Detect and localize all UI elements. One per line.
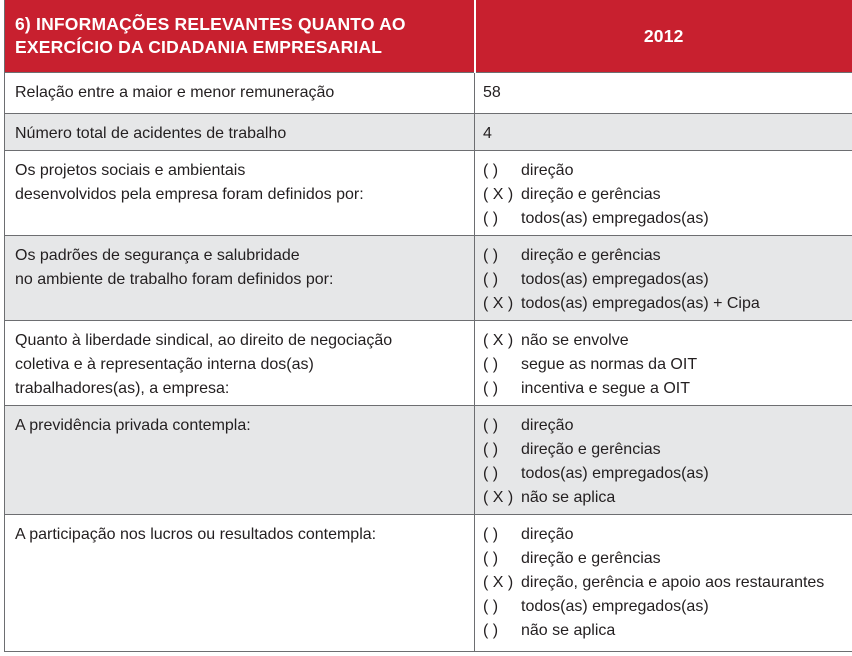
answer-checkbox-mark: ( ): [483, 526, 499, 543]
answer-option: [483, 377, 844, 401]
answer-checkbox-mark: ( ): [483, 622, 499, 639]
answer-option: [483, 547, 844, 571]
answer-text: direção, gerência e apoio aos restaurantes: [521, 574, 825, 591]
table-row: [5, 321, 852, 406]
question-text: A previdência privada contempla:: [15, 417, 251, 434]
answer-text: incentiva e segue a OIT: [521, 380, 690, 397]
question-text: Número total de acidentes de trabalho: [15, 125, 287, 142]
answer-checkbox-mark: ( ): [483, 210, 499, 227]
answer-option: [483, 414, 844, 438]
question-text: Relação entre a maior e menor remuneração: [15, 84, 335, 101]
answer-checkbox-mark: ( ): [483, 441, 499, 458]
table-row: [5, 114, 852, 151]
answer-checkbox-mark: ( X ): [483, 295, 514, 312]
table-row: [5, 515, 852, 652]
answer-checkbox-mark: ( ): [483, 271, 499, 288]
answer-checkbox-mark: ( ): [483, 465, 499, 482]
answer-checkbox-mark: ( ): [483, 162, 499, 179]
answer-text: todos(as) empregados(as): [521, 271, 709, 288]
answer-checkbox-mark: ( X ): [483, 332, 514, 349]
answer-cell: [475, 321, 852, 406]
answer-cell: [475, 515, 852, 652]
table-row: [5, 236, 852, 321]
question-cell: [5, 515, 475, 652]
table-row: [5, 73, 852, 114]
answer-cell: [475, 114, 852, 151]
answer-option: [483, 486, 844, 510]
answer-text: direção: [521, 526, 574, 543]
answer-cell: [475, 73, 852, 114]
answer-option: [483, 183, 844, 207]
question-text: Os padrões de segurança e salubridade: [15, 247, 300, 264]
answer-option: [483, 462, 844, 486]
answer-checkbox-mark: ( X ): [483, 186, 514, 203]
answer-text: todos(as) empregados(as) + Cipa: [521, 295, 760, 312]
citizenship-info-table: [4, 0, 852, 652]
answer-checkbox-mark: 4: [483, 125, 492, 142]
table-header-row: [5, 0, 852, 73]
answer-text: direção: [521, 417, 574, 434]
question-text: coletiva e à representação interna dos(as): [15, 356, 314, 373]
answer-option: [483, 523, 844, 547]
answer-cell: [475, 406, 852, 515]
question-text: desenvolvidos pela empresa foram definidos por:: [15, 186, 364, 203]
answer-checkbox-mark: ( ): [483, 598, 499, 615]
answer-text: segue as normas da OIT: [521, 356, 698, 373]
table-row: [5, 151, 852, 236]
section-title-line-2: EXERCÍCIO DA CIDADANIA EMPRESARIAL: [15, 37, 383, 57]
answer-checkbox-mark: 58: [483, 84, 501, 101]
table-row: [5, 406, 852, 515]
question-cell: [5, 236, 475, 321]
answer-text: direção e gerências: [521, 441, 661, 458]
answer-option: [483, 159, 844, 183]
answer-option: [483, 619, 844, 643]
answer-checkbox-mark: ( ): [483, 550, 499, 567]
answer-option: [483, 353, 844, 377]
answer-cell: [475, 236, 852, 321]
question-cell: [5, 151, 475, 236]
answer-text: todos(as) empregados(as): [521, 210, 709, 227]
answer-checkbox-mark: ( ): [483, 417, 499, 434]
answer-checkbox-mark: ( X ): [483, 489, 514, 506]
question-cell: [5, 73, 475, 114]
answer-text: direção: [521, 162, 574, 179]
question-text: A participação nos lucros ou resultados contempla:: [15, 526, 377, 543]
section-title: [5, 0, 475, 73]
answer-option: [483, 595, 844, 619]
answer-checkbox-mark: ( ): [483, 247, 499, 264]
answer-text: direção e gerências: [521, 247, 661, 264]
answer-checkbox-mark: ( ): [483, 356, 499, 373]
answer-option: [483, 207, 844, 231]
answer-option: [483, 244, 844, 268]
answer-cell: [475, 151, 852, 236]
question-cell: [5, 114, 475, 151]
answer-checkbox-mark: ( X ): [483, 574, 514, 591]
answer-text: direção e gerências: [521, 186, 661, 203]
question-text: Quanto à liberdade sindical, ao direito de negociação: [15, 332, 393, 349]
answer-text: não se aplica: [521, 622, 616, 639]
answer-option: [483, 571, 844, 595]
answer-option: [483, 81, 844, 105]
answer-text: não se aplica: [521, 489, 616, 506]
question-cell: [5, 406, 475, 515]
answer-checkbox-mark: ( ): [483, 380, 499, 397]
answer-text: todos(as) empregados(as): [521, 465, 709, 482]
answer-option: [483, 268, 844, 292]
answer-text: todos(as) empregados(as): [521, 598, 709, 615]
question-text: trabalhadores(as), a empresa:: [15, 380, 230, 397]
answer-option: [483, 329, 844, 353]
question-cell: [5, 321, 475, 406]
answer-text: não se envolve: [521, 332, 629, 349]
question-text: no ambiente de trabalho foram definidos por:: [15, 271, 334, 288]
answer-option: [483, 438, 844, 462]
answer-option: [483, 122, 844, 146]
section-title-line-1: 6) INFORMAÇÕES RELEVANTES QUANTO AO: [15, 14, 406, 34]
question-text: Os projetos sociais e ambientais: [15, 162, 246, 179]
answer-text: direção e gerências: [521, 550, 661, 567]
year-header: 2012: [475, 0, 852, 73]
answer-option: [483, 292, 844, 316]
